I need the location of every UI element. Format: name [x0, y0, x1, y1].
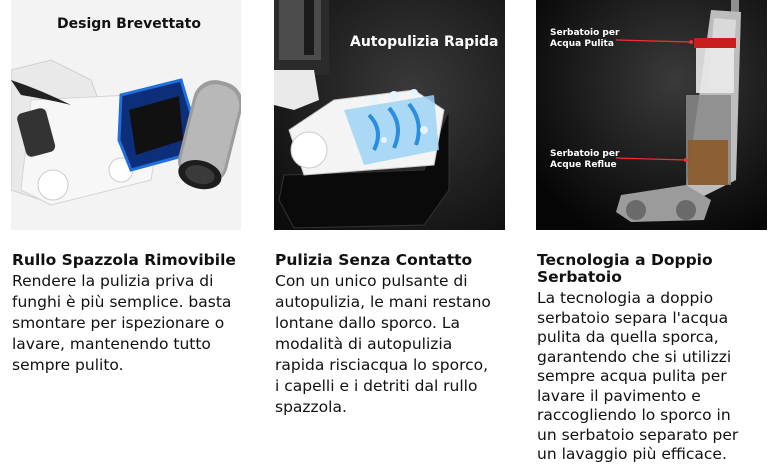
description-line: garantendo che si utilizzi: [537, 347, 732, 366]
description-line: sempre pulito.: [12, 356, 124, 374]
dual-tank-image: [536, 0, 767, 230]
vacuum-head-illustration: [11, 0, 241, 230]
feature-title: Pulizia Senza Contatto: [275, 251, 473, 269]
feature-title: Rullo Spazzola Rimovibile: [12, 251, 236, 269]
description-line: Rendere la pulizia priva di: [12, 272, 214, 290]
label-line: Acque Reflue: [550, 160, 617, 170]
description-line: lontane dallo sporco. La: [275, 314, 460, 332]
description-line: lavare, mantenendo tutto: [12, 335, 211, 353]
clean-tank-label: [550, 28, 619, 50]
image-caption: Design Brevettato: [57, 16, 201, 32]
label-line: Serbatoio per: [550, 28, 620, 38]
label-line: Serbatoio per: [550, 149, 620, 159]
title-line: Serbatoio: [537, 268, 622, 286]
description-line: serbatoio separa l'acqua: [537, 308, 729, 327]
description-line: rapida risciacqua lo sporco,: [275, 356, 489, 374]
description-line: Con un unico pulsante di: [275, 272, 468, 290]
description-line: raccogliendo lo sporco in: [537, 406, 731, 424]
description-line: smontare per ispezionare o: [12, 314, 225, 332]
description-line: i capelli e i detriti dal rullo: [275, 377, 478, 395]
label-line: Acqua Pulita: [550, 39, 614, 49]
title-line: Tecnologia a Doppio: [537, 251, 713, 269]
brush-roller-image: [11, 0, 241, 230]
description-line: spazzola.: [275, 398, 347, 416]
description-line: autopulizia, le mani restano: [275, 293, 491, 311]
description-line: un serbatoio separato per: [537, 425, 739, 444]
feature-description: [537, 289, 768, 465]
description-line: sempre acqua pulita per: [537, 367, 727, 385]
self-cleaning-image: [274, 0, 505, 230]
description-line: un lavaggio più efficace.: [537, 445, 727, 463]
description-line: funghi è più semplice. basta: [12, 293, 232, 311]
feature-description: [275, 271, 515, 418]
description-line: modalità di autopulizia: [275, 335, 453, 353]
dirty-tank-label: [550, 149, 619, 171]
description-line: La tecnologia a doppio: [537, 289, 714, 307]
feature-description: [12, 271, 262, 376]
image-caption: Autopulizia Rapida: [350, 34, 499, 50]
feature-title: [537, 252, 767, 286]
description-line: pulita da quella sporca,: [537, 328, 719, 346]
description-line: lavare il pavimento e: [537, 386, 701, 405]
